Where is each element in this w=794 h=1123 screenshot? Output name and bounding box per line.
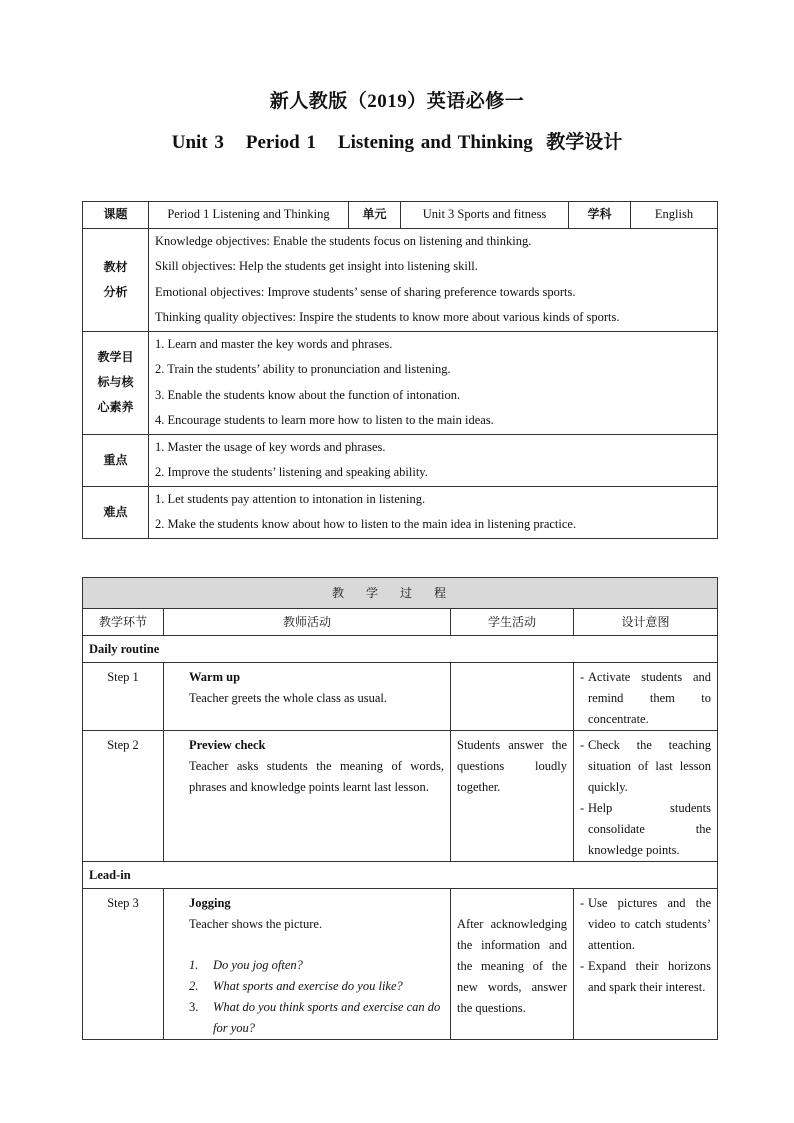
document-title: 新人教版（2019）英语必修一 (269, 91, 525, 112)
course-row (83, 202, 718, 229)
col-header-design: 设计意图 (574, 609, 718, 636)
goal-line: 2. Train the students’ ability to pronunciation and listening. (155, 362, 451, 376)
key-points-row (83, 434, 718, 486)
material-row (83, 228, 718, 331)
section-title: Lead-in (83, 862, 718, 889)
material-line: Thinking quality objectives: Inspire the students to know more about various kinds of sports. (155, 310, 620, 324)
subtitle-unit: Unit 3 (171, 132, 224, 153)
difficult-points-content (149, 486, 718, 538)
difficult-points-label: 难点 (83, 486, 149, 538)
teacher-activity (164, 731, 451, 862)
design-item: - Help students consolidate the knowledge points. (580, 798, 711, 861)
activity-title: Preview check (189, 738, 266, 752)
goal-line: 4. Encourage students to learn more how to listen to the main ideas. (155, 413, 494, 427)
design-intent (574, 663, 718, 731)
activity-text: Teacher asks students the meaning of words, phrases and knowledge points learnt last lesson. (189, 759, 444, 794)
key-point-line: 1. Master the usage of key words and phrases. (155, 439, 386, 454)
activity-text: Teacher greets the whole class as usual. (189, 691, 388, 705)
question-item (189, 997, 444, 1039)
difficult-point-line: 1. Let students pay attention to intonation in listening. (155, 491, 426, 506)
question-number: 1. (189, 958, 199, 972)
question-text: Do you jog often? (213, 958, 303, 972)
goals-label-line: 教学目 (97, 350, 134, 364)
activity-title: Warm up (189, 670, 241, 684)
subtitle-topic: Listening and Thinking (337, 132, 533, 153)
key-points-content (149, 434, 718, 486)
material-label-line: 教材 (103, 259, 128, 274)
process-header: 教学过程 (83, 578, 718, 609)
material-label-line: 分析 (103, 284, 128, 299)
student-activity: Students answer the questions loudly together. (451, 731, 574, 862)
col-header-stage: 教学环节 (83, 609, 164, 636)
course-label: 课题 (83, 202, 149, 229)
teacher-activity (164, 663, 451, 731)
process-header-row (83, 578, 718, 609)
key-points-label: 重点 (83, 434, 149, 486)
question-text: What do you think sports and exercise can do for you? (213, 1000, 441, 1035)
difficult-point-line: 2. Make the students know about how to listen to the main idea in listening practice. (155, 517, 577, 531)
step-label: Step 2 (83, 731, 164, 862)
activity-title: Jogging (189, 896, 231, 910)
material-label (83, 228, 149, 331)
section-title: Daily routine (83, 636, 718, 663)
unit-value: Unit 3 Sports and fitness (401, 202, 569, 229)
document-subtitle (0, 127, 794, 154)
question-item (189, 955, 444, 976)
question-item (189, 976, 444, 997)
activity-text: Teacher shows the picture. (189, 917, 323, 931)
step-label: Step 1 (83, 663, 164, 731)
subject-label: 学科 (569, 202, 631, 229)
student-activity (451, 663, 574, 731)
question-text: What sports and exercise do you like? (213, 979, 403, 993)
goals-label-line: 标与核 (97, 375, 134, 389)
goals-content (149, 331, 718, 434)
design-item: - Expand their horizons and spark their interest. (580, 956, 711, 998)
material-line: Knowledge objectives: Enable the students focus on listening and thinking. (155, 233, 532, 248)
step-row (83, 731, 718, 862)
goals-row (83, 331, 718, 434)
material-line: Skill objectives: Help the students get insight into listening skill. (155, 259, 478, 273)
question-number: 3. (189, 1000, 199, 1014)
subtitle-period: Period 1 (245, 132, 316, 153)
material-line: Emotional objectives: Improve students’ sense of sharing preference towards sports. (155, 284, 576, 299)
unit-label: 单元 (349, 202, 401, 229)
goal-line: 1. Learn and master the key words and phrases. (155, 336, 393, 351)
question-number: 2. (189, 979, 199, 993)
design-item: - Use pictures and the video to catch students’ attention. (580, 893, 711, 956)
design-item: - Check the teaching situation of last lesson quickly. (580, 735, 711, 798)
step-row (83, 889, 718, 1040)
design-intent (574, 731, 718, 862)
goals-label-line: 心素养 (97, 400, 134, 414)
design-item: - Activate students and remind them to concentrate. (580, 667, 711, 730)
course-value: Period 1 Listening and Thinking (149, 202, 349, 229)
teaching-process-table (82, 577, 718, 1040)
design-intent (574, 889, 718, 1040)
teacher-activity (164, 889, 451, 1040)
subtitle-suffix: 教学设计 (546, 132, 623, 153)
material-content (149, 228, 718, 331)
question-list (189, 955, 444, 1039)
goal-line: 3. Enable the students know about the function of intonation. (155, 387, 461, 402)
col-header-student: 学生活动 (451, 609, 574, 636)
col-header-teacher: 教师活动 (164, 609, 451, 636)
section-row (83, 636, 718, 663)
lesson-info-table (82, 201, 718, 539)
key-point-line: 2. Improve the students’ listening and speaking ability. (155, 465, 428, 479)
goals-label (83, 331, 149, 434)
step-label: Step 3 (83, 889, 164, 1040)
section-row (83, 862, 718, 889)
step-row (83, 663, 718, 731)
student-activity: After acknowledging the information and the meaning of the new words, answer the questions. (451, 889, 574, 1040)
difficult-points-row (83, 486, 718, 538)
column-header-row (83, 609, 718, 636)
subject-value: English (631, 202, 718, 229)
